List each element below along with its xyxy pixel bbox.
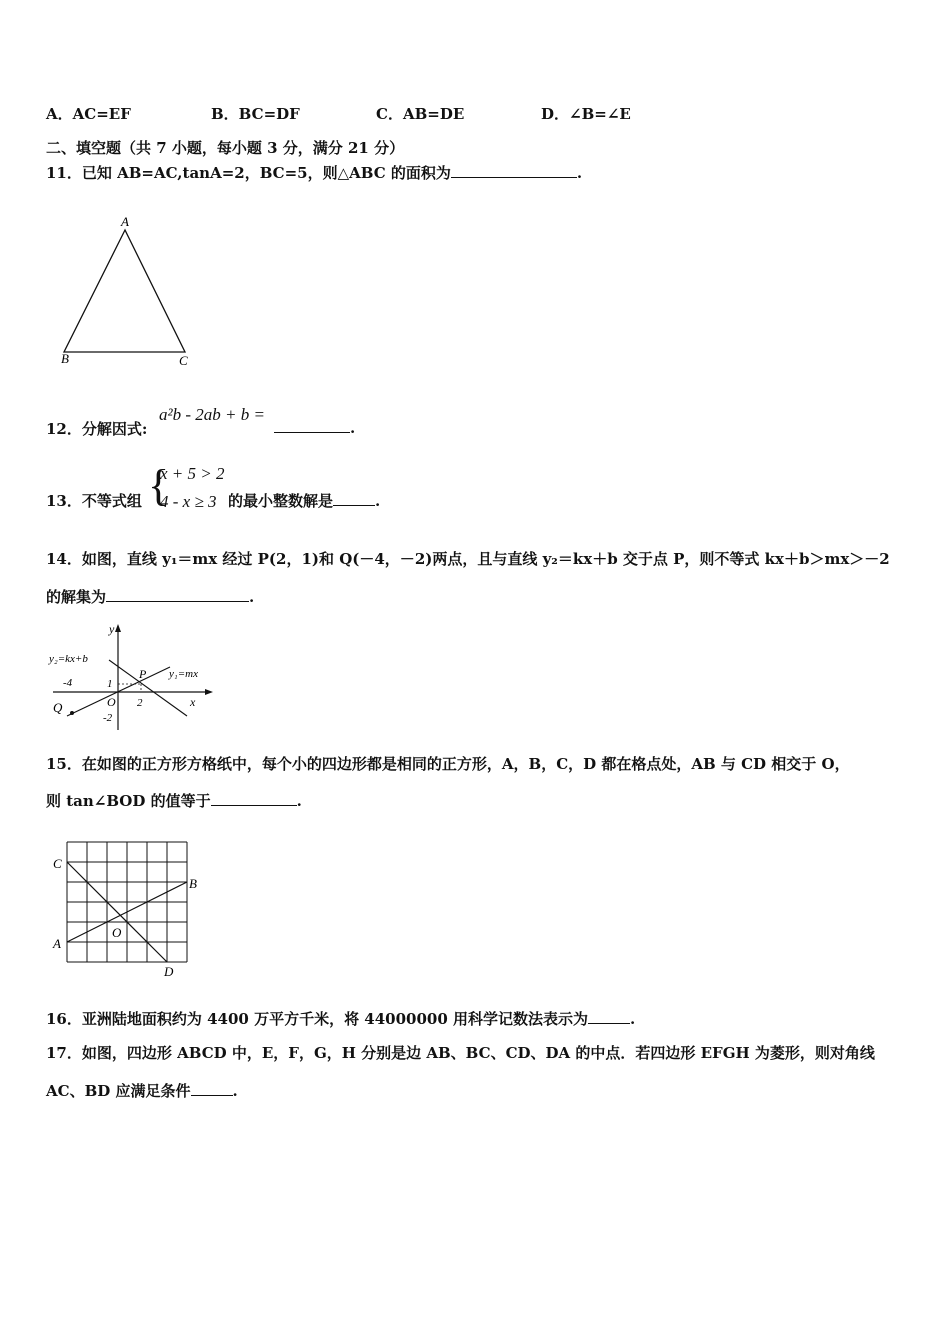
q14-answer-blank: [106, 587, 249, 602]
option-d: D．∠B=∠E: [541, 105, 631, 123]
q15-answer-blank: [211, 791, 297, 806]
tick-1-label: 1: [107, 678, 113, 690]
triangle-abc: [64, 230, 185, 352]
q15-end: .: [296, 792, 302, 810]
grid-figure: [50, 838, 210, 983]
section-title: 二、填空题（共 7 小题，每小题 3 分，满分 21 分）: [46, 139, 405, 157]
linear-graph-figure: [45, 620, 225, 735]
q17-answer-blank: [191, 1081, 233, 1096]
question-11: [46, 162, 582, 183]
vertex-label-a: A: [121, 214, 129, 229]
option-a: A．AC=EF: [46, 105, 131, 123]
q13-label: 13．不等式组: [46, 492, 142, 510]
q17-end: .: [232, 1082, 238, 1100]
q15-line-2-text: 则 tan∠BOD 的值等于: [46, 792, 211, 810]
grid-label-b: B: [189, 876, 197, 891]
point-p-label: P: [139, 667, 147, 681]
point-q-label: Q: [53, 700, 63, 715]
tick-2-label: 2: [137, 697, 143, 709]
q13-answer-blank: [333, 491, 375, 506]
square-grid: [67, 842, 187, 962]
tick-neg4-label: -4: [63, 677, 73, 689]
q17-line-2: [46, 1080, 238, 1101]
origin-label: O: [107, 695, 116, 709]
q13-inequality-2: 4 - x ≥ 3: [160, 492, 217, 511]
tick-neg2-label: -2: [103, 712, 113, 724]
y2-line-label: y₂=kx+b: [49, 653, 88, 665]
q14-line-2-text: 的解集为: [46, 588, 107, 606]
grid-label-d: D: [164, 964, 174, 979]
vertex-label-c: C: [179, 353, 188, 368]
q11-answer-blank: [451, 163, 577, 178]
q13-end: .: [375, 492, 381, 510]
x-axis-label: x: [190, 695, 196, 709]
x-axis-arrow-icon: [205, 689, 213, 695]
q14-line-1: 14．如图，直线 y₁＝mx 经过 P(2，1)和 Q(－4，－2)两点，且与直线 y₂＝kx＋b 交于点 P，则不等式 kx＋b＞mx＞－2: [46, 550, 890, 568]
q14-end: .: [249, 588, 255, 606]
grid-label-o: O: [112, 925, 122, 940]
q15-line-1: 15．在如图的正方形方格纸中，每个小的四边形都是相同的正方形，A，B，C，D 都在格点处，AB 与 CD 相交于 O，: [46, 755, 850, 773]
q12-answer-blank: [274, 418, 350, 433]
q12-expression: a²b - 2ab + b =: [159, 405, 265, 424]
q13-tail-text: 的最小整数解是: [228, 492, 334, 510]
q12-answer: [274, 418, 355, 437]
segment-cd: [67, 862, 167, 962]
y-axis-label: y: [109, 622, 115, 636]
q15-line-2: [46, 790, 302, 811]
option-c: C．AB=DE: [376, 105, 465, 123]
vertex-label-b: B: [61, 351, 69, 366]
grid-label-c: C: [53, 856, 62, 871]
q12-end: .: [350, 419, 356, 437]
triangle-figure: [55, 212, 205, 372]
q12-label: 12．分解因式:: [46, 420, 148, 438]
q16-answer-blank: [588, 1009, 630, 1024]
question-16: [46, 1008, 635, 1029]
point-q: [70, 711, 74, 715]
q17-line-1: 17．如图，四边形 ABCD 中，E，F，G，H 分别是边 AB、BC、CD、DA 的中点．若四边形 EFGH 为菱形，则对角线: [46, 1044, 875, 1062]
q16-end: .: [630, 1010, 636, 1028]
q11-end: .: [576, 164, 583, 182]
grid-label-a: A: [53, 936, 61, 951]
y1-line-label: y₁=mx: [169, 668, 198, 680]
option-b: B．BC=DF: [211, 105, 300, 123]
y-axis-arrow-icon: [115, 624, 121, 632]
q13-inequality-1: x + 5 > 2: [160, 464, 225, 483]
q14-line-2: [46, 586, 254, 607]
q16-text: 16．亚洲陆地面积约为 4400 万平方千米，将 44000000 用科学记数法表示为: [46, 1010, 589, 1028]
q11-text: 11．已知 AB=AC,tanA=2，BC=5，则△ABC 的面积为: [46, 164, 451, 182]
system-brace: {: [148, 461, 170, 510]
q13-tail: [228, 490, 380, 511]
q17-line-2-text: AC、BD 应满足条件: [46, 1082, 191, 1100]
